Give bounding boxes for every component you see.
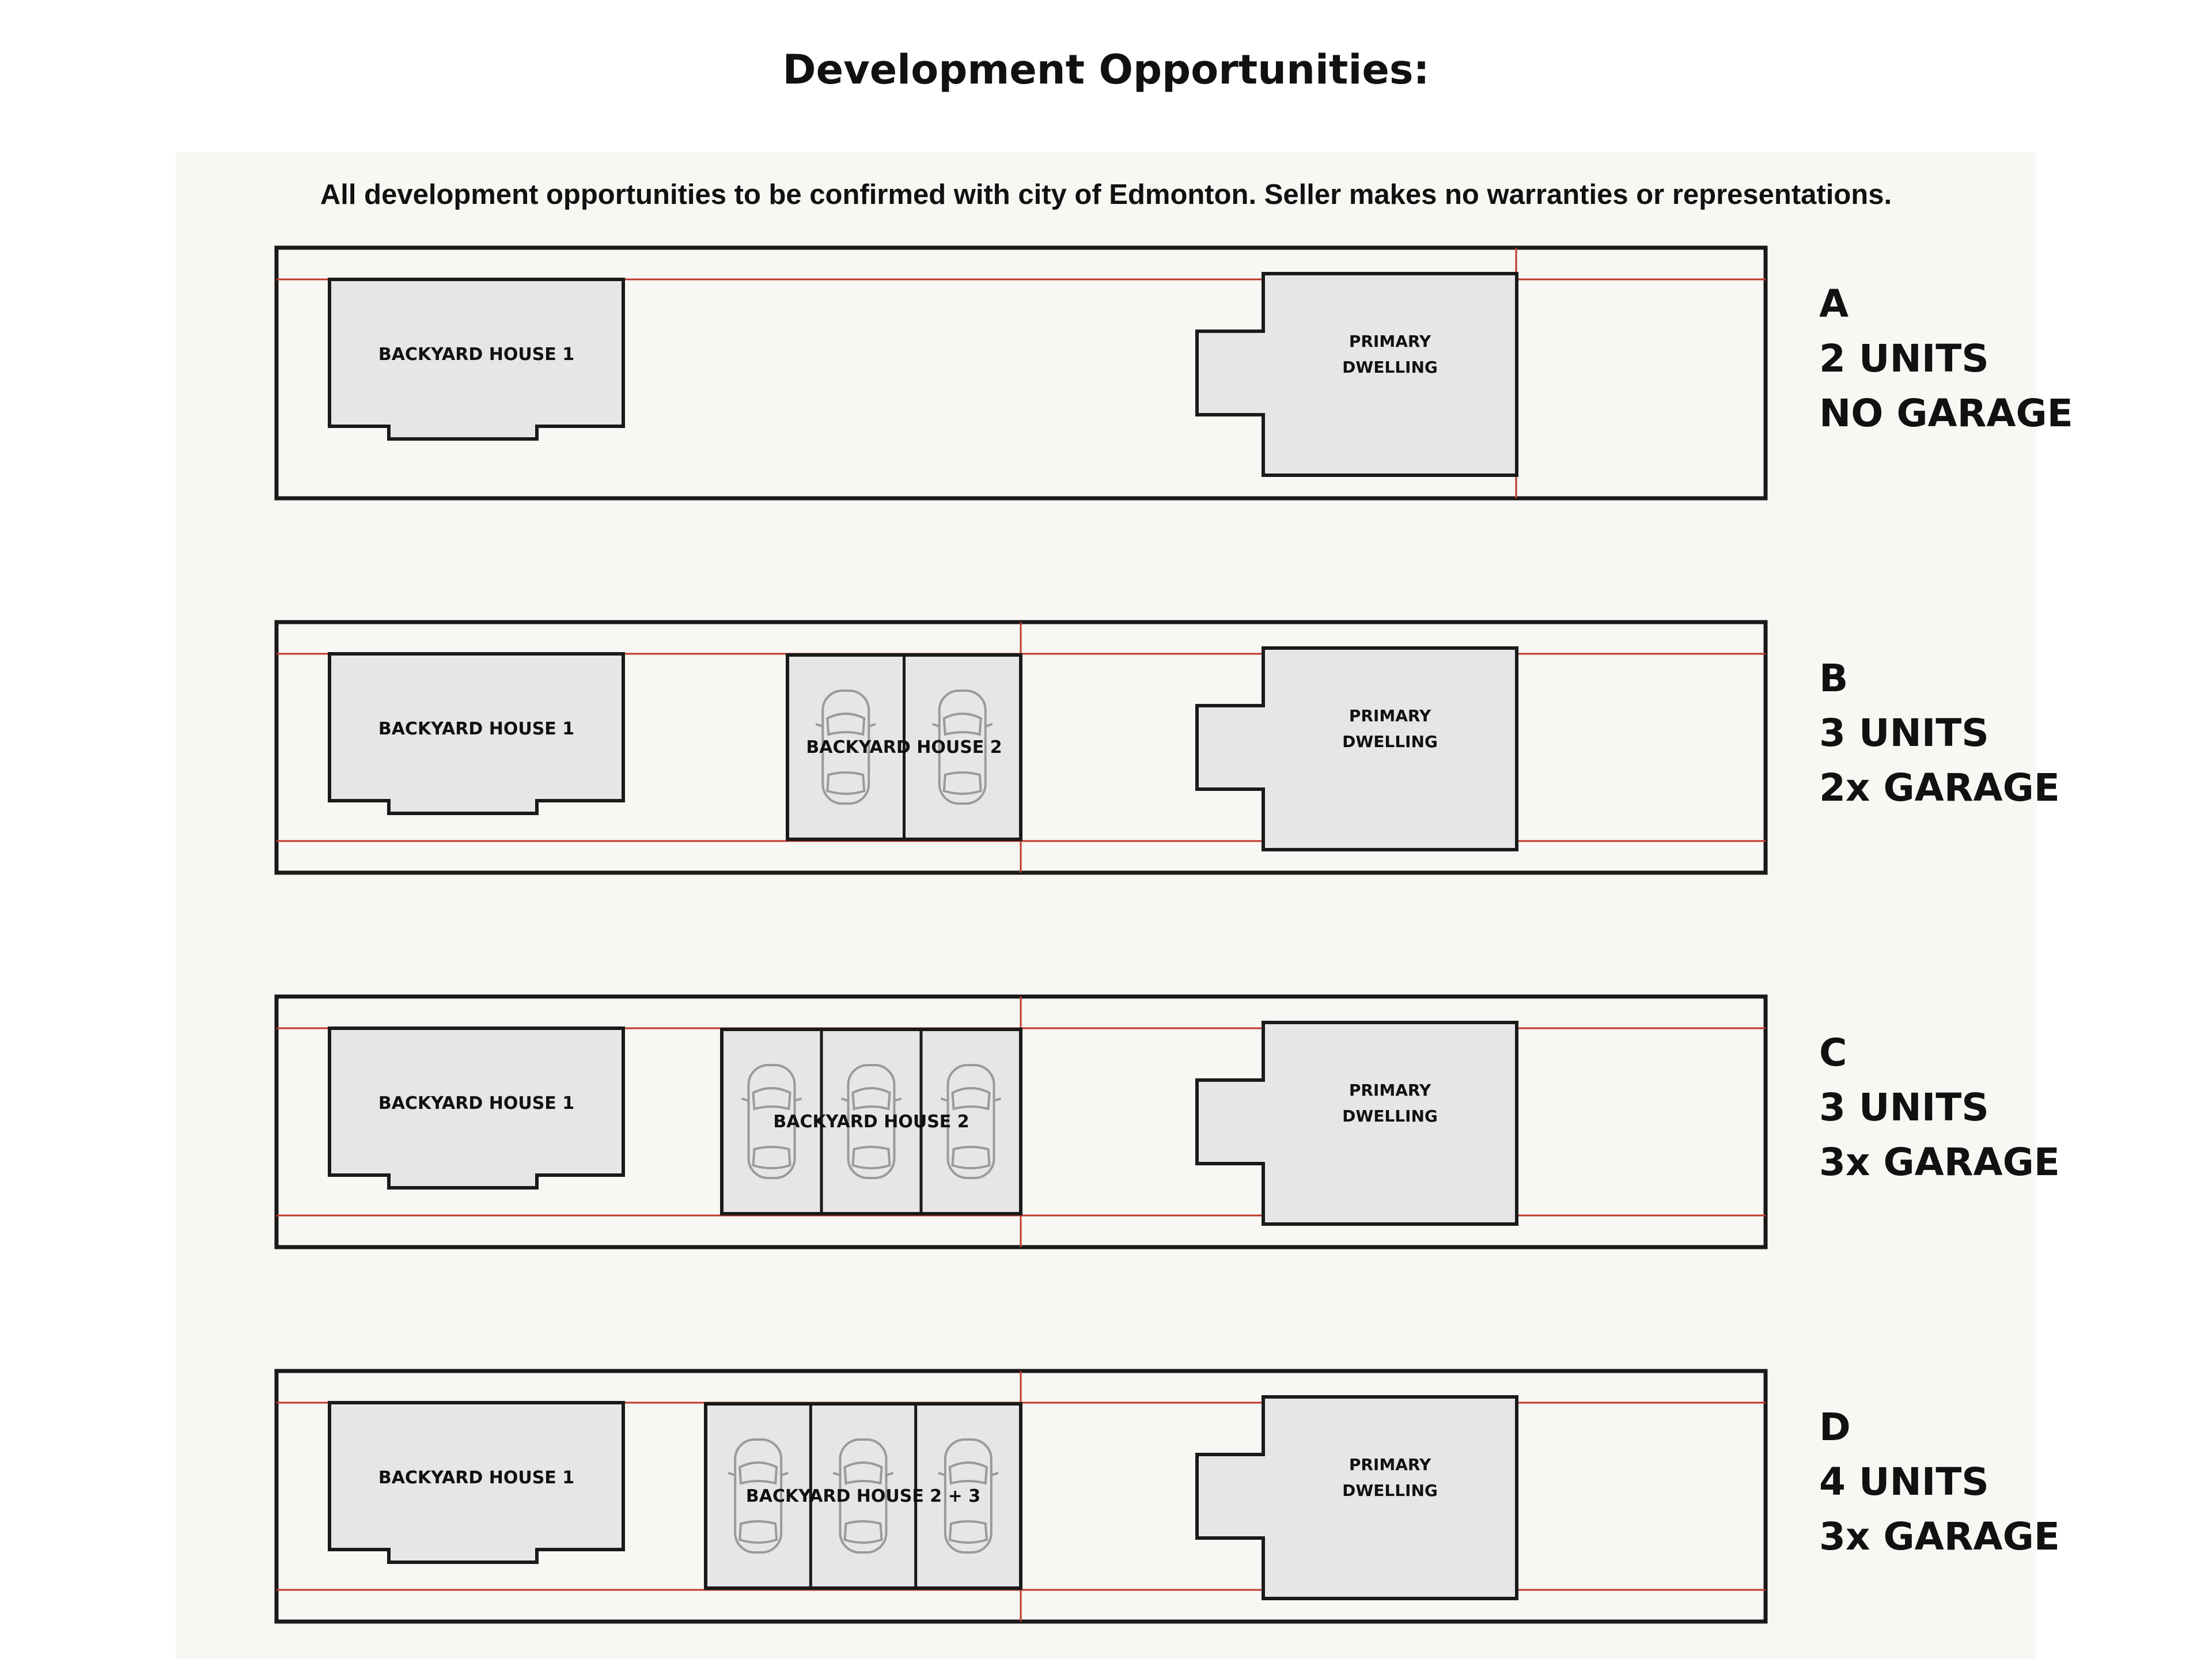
garage-label: BACKYARD HOUSE 2 + 3	[745, 1486, 981, 1506]
option-units: 2 UNITS	[1819, 336, 1989, 381]
site-plan-c	[276, 997, 2060, 1247]
backyard-house-1-label: BACKYARD HOUSE 1	[378, 1468, 575, 1488]
site-plan-d	[276, 1371, 2060, 1622]
primary-dwelling-label-line1: PRIMARY	[1349, 1081, 1431, 1100]
garage-label: BACKYARD HOUSE 2	[806, 737, 1002, 757]
page-title: Development Opportunities:	[782, 46, 1430, 93]
primary-dwelling-label-line1: PRIMARY	[1349, 706, 1431, 725]
option-garage: 3x GARAGE	[1819, 1514, 2060, 1559]
primary-dwelling-label-line2: DWELLING	[1342, 1107, 1438, 1126]
option-garage: NO GARAGE	[1819, 391, 2073, 435]
garage-label: BACKYARD HOUSE 2	[773, 1112, 969, 1132]
disclaimer-text: All development opportunities to be confirmed with city of Edmonton. Seller makes no warranties or representations.	[320, 179, 1892, 210]
site-plan-a	[276, 248, 2073, 498]
site-plan-b	[276, 622, 2060, 873]
option-units: 3 UNITS	[1819, 711, 1989, 755]
primary-dwelling-label-line2: DWELLING	[1342, 732, 1438, 751]
option-letter: A	[1819, 282, 1849, 326]
option-garage: 2x GARAGE	[1819, 766, 2060, 810]
backyard-house-1-label: BACKYARD HOUSE 1	[378, 719, 575, 739]
primary-dwelling-label-line1: PRIMARY	[1349, 1455, 1431, 1474]
option-garage: 3x GARAGE	[1819, 1140, 2060, 1184]
primary-dwelling-label-line2: DWELLING	[1342, 1481, 1438, 1500]
option-units: 3 UNITS	[1819, 1085, 1989, 1130]
option-letter: C	[1819, 1031, 1847, 1075]
primary-dwelling-label-line2: DWELLING	[1342, 358, 1438, 377]
backyard-house-1-label: BACKYARD HOUSE 1	[378, 1093, 575, 1113]
backyard-house-1-label: BACKYARD HOUSE 1	[378, 344, 575, 365]
option-units: 4 UNITS	[1819, 1460, 1989, 1504]
primary-dwelling-label-line1: PRIMARY	[1349, 332, 1431, 351]
option-letter: B	[1819, 656, 1849, 700]
option-letter: D	[1819, 1405, 1851, 1449]
